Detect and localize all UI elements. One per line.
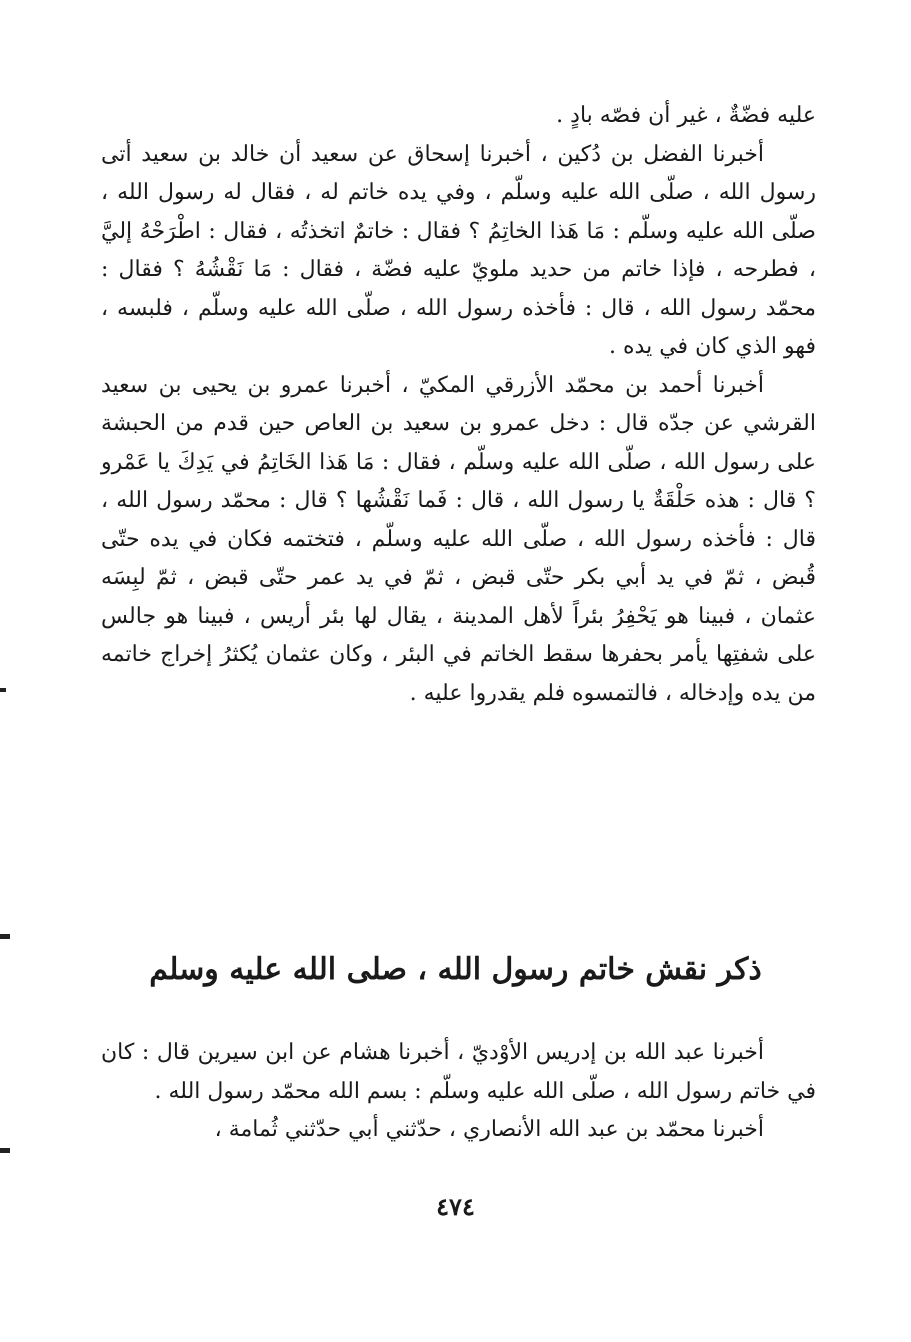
paragraph: أخبرنا عبد الله بن إدريس الأوْديّ ، أخبرنا هشام عن ابن سيرين قال : كان في خاتم رسول الله ، صلّى الله عليه وسلّم : بسم الله محمّد رسول الله .: [101, 1040, 816, 1104]
scan-edge-mark: [0, 934, 10, 939]
scan-edge-mark: [0, 688, 6, 692]
paragraph: أخبرنا الفضل بن دُكين ، أخبرنا إسحاق عن سعيد أن خالد بن سعيد أتى رسول الله ، صلّى الله عليه وسلّم ، وفي يده خاتم له ، فقال له رسول الله ، صلّى الله عليه وسلّم : مَا هَذا الخاتِمُ ؟ فقال : خاتمٌ اتخذتُه ، فقال : اطْرَحْهُ إليَّ ، فطرحه ، فإذا خاتم من حديد ملويّ عليه فضّة ، فقال : مَا نَقْشُهُ ؟ فقال : محمّد رسول الله ، قال : فأخذه رسول الله ، صلّى الله عليه وسلّم ، فلبسه ، فهو الذي كان في يده .: [101, 141, 816, 359]
body-text-bottom: [101, 1034, 816, 1150]
section-heading: ذكر نقش خاتم رسول الله ، صلى الله عليه وسلم: [149, 952, 762, 987]
paragraph: أخبرنا أحمد بن محمّد الأزرقي المكيّ ، أخبرنا عمرو بن يحيى بن سعيد القرشي عن جدّه قال : دخل عمرو بن سعيد بن العاص حين قدم من الحبشة على رسول الله ، صلّى الله عليه وسلّم ، فقال : مَا هَذا الخَاتِمُ في يَدِكَ يا عَمْرو ؟ قال : هذه حَلْقَةٌ يا رسول الله ، قال : فَما نَقْشُها ؟ قال : محمّد رسول الله ، قال : فأخذه رسول الله ، صلّى الله عليه وسلّم ، فتختمه فكان في يده حتّى قُبض ، ثمّ في يد أبي بكر حتّى قبض ، ثمّ في يد عمر حتّى قبض ، ثمّ لبِسَه عثمان ، فبينا هو يَحْفِرُ بئراً لأهل المدينة ، يقال لها بئر أريس ، فبينا هو جالس على شفتِها يأمر بحفرها سقط الخاتم في البئر ، وكان عثمان يُكثرُ إخراج خاتمه من يده وإدخاله ، فالتمسوه فلم يقدروا عليه .: [101, 372, 816, 706]
paragraph: عليه فضّةٌ ، غير أن فصّه بادٍ .: [556, 103, 816, 128]
body-text-top: [101, 97, 816, 713]
page-number: ٤٧٤: [436, 1192, 475, 1221]
scan-edge-mark: [0, 1148, 10, 1153]
paragraph: أخبرنا محمّد بن عبد الله الأنصاري ، حدّثني أبي حدّثني ثُمامة ،: [214, 1117, 764, 1142]
